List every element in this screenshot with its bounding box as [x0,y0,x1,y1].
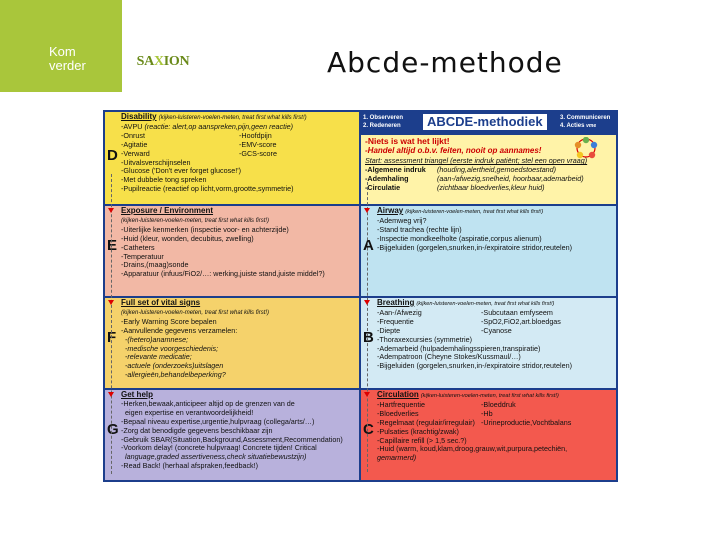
tagline-line2: verder [49,58,86,73]
list-item: -Catheters [121,242,155,252]
breathing-panel [361,298,618,388]
banner-step4: 4. Acties [560,123,585,129]
list-item: -Cyanose [481,325,512,335]
list-item: -Pulsaties (krachtig/zwak) [377,426,459,436]
ring-node-a [583,137,589,143]
letter-a: A [363,237,374,254]
list-item: -Urineproductie,Vochtbalans [481,417,572,427]
list-item: -Regelmaat (regulair/irregulair) [377,417,475,427]
disability-title: Disability [121,112,157,121]
saxion-logo [122,31,204,92]
arrow-down-icon [364,208,370,213]
banner-title: ABCDE-methodiek [423,114,547,130]
letter-b: B [363,329,374,346]
list-item: -actuele (onderzoeks)uitslagen [125,361,224,371]
arrow-down-icon [108,392,114,397]
ring-node-b [591,142,597,148]
list-item: -Read Back! (herhaal afspraken,feedback!) [121,461,259,471]
arrow-down-icon [364,300,370,305]
list-item: -Herken,bewaak,anticipeer altijd op de grenzen van de [121,398,295,408]
list-item: -Hoofdpijn [239,130,272,140]
list-item: -Voorkom delay! (concrete hulpvraag! Concrete tijden! Critical [121,443,317,453]
circulation-title: Circulation [377,390,419,399]
list-item: -Bijgeluiden (gorgelen,snurken,in-/expiratoire stridor,reutelen) [377,242,572,252]
abcde-figure [103,110,618,482]
list-item: (houding,alertheid,gemoedstoestand) [437,164,557,174]
tagline [49,45,86,73]
letter-c: C [363,421,374,438]
flow-line-right [367,182,368,472]
list-item: -Algemene indruk [365,164,426,174]
list-item: -Capillaire refill (> 1,5 sec.?) [377,435,467,445]
list-item: -Inspectie mondkeelholte (aspiratie,corpus alienum) [377,233,542,243]
arrow-down-icon [108,300,114,305]
breathing-title: Breathing [377,298,415,307]
slide-title: Abcde-methode [327,46,563,79]
list-item: -Uitvalsverschijnselen [121,157,191,167]
banner-step2: 2. Redeneren [363,123,401,129]
list-item: (zichtbaar bloedverlies,kleur huid) [437,182,545,192]
airway-title: Airway [377,206,404,215]
list-item: -Agitatie [121,139,148,149]
list-item: (aan-/afwezig,snelheid, hoorbaar,ademarbeid) [437,173,584,183]
list-item: -Adempatroon (Cheyne Stokes/Kussmaul/…) [377,352,521,362]
disability-panel [105,112,359,204]
list-item: -Temperatuur [121,251,164,261]
flow-line-left [111,174,112,474]
ring-node-e [575,142,581,148]
list-item: -Bloedverlies [377,408,419,418]
list-item: -Hb [481,408,493,418]
banner-credit: vme [586,123,597,129]
airway-panel [361,206,618,296]
list-item: -Pupilreactie (reactief op licht,vorm,grootte,symmetrie) [121,184,294,194]
breathing-subtitle: (kijken-luisteren-voelen-meten, treat first what kills first!) [416,301,555,307]
list-item: -Circulatie [365,182,401,192]
list-item: -Hartfrequentie [377,399,425,409]
list-item: -Aan-/Afwezig [377,307,422,317]
list-item: -Uiterlijke kenmerken (inspectie voor- en achterzijde) [121,224,289,234]
list-item: -Bepaal niveau expertise,urgentie,hulpvraag (collega/arts/…) [121,416,315,426]
airway-subtitle: (kijken-luisteren-voelen-meten, treat first what kills first!) [405,209,544,215]
list-item: -Bloeddruk [481,399,516,409]
list-item: -Gebruik SBAR(Situation,Background,Assessment,Recommendation) [121,434,343,444]
gethelp-title: Get help [121,390,154,399]
avpu: -AVPU [121,121,143,131]
intro-warning-2: -Handel altijd o.b.v. feiten, nooit op aannames! [365,146,542,155]
list-item: -Drains,(maag)sonde [121,260,189,270]
brand-bar [0,0,122,92]
list-item: -Aanvullende gegevens verzamelen: [121,325,238,335]
vitals-panel [105,298,359,388]
list-item: -Ademarbeid (hulpademhalingsspieren,transpiratie) [377,343,541,353]
exposure-panel [105,206,359,296]
intro-start: Start: assessment triangel (eerste indruk patiënt; stel een open vraag) [365,156,588,165]
banner-step3: 3. Communiceren [560,115,611,121]
list-item: -Zorg dat benodigde gegevens beschikbaar zijn [121,425,273,435]
exposure-subtitle: (kijken-luisteren-voelen-meten, treat first what kills first!) [121,217,270,224]
exposure-title: Exposure / Environment [121,206,214,215]
list-item: gemarmerd) [377,453,417,463]
banner [361,112,618,134]
list-item: -Thoraxexcursies (symmetrie) [377,334,473,344]
disability-subtitle: (kijken-luisteren-voelen-meten, treat first what kills first!) [158,115,307,121]
list-item: -Early Warning Score bepalen [121,316,217,326]
list-item: -Huid (kleur, wonden, decubitus, zwelling) [121,233,254,243]
circulation-panel [361,390,618,482]
list-item: language,graded assertiveness,check situatiebewustzijn) [125,452,307,462]
list-item: -Ademhaling [365,173,409,183]
intro-panel [361,135,618,204]
letter-d: D [107,147,118,164]
list-item: -SpO2,FiO2,art.bloedgas [481,316,561,326]
intro-warning-1: -Niets is wat het lijkt! [365,136,450,146]
list-item: -Frequentie [377,316,414,326]
list-item: -Ademweg vrij? [377,215,427,225]
vitals-title: Full set of vital signs [121,298,201,307]
list-item: eigen expertise en verantwoordelijkheid! [125,407,254,417]
list-item: -Verward [121,148,150,158]
gethelp-panel [105,390,359,482]
arrow-down-icon [108,208,114,213]
circulation-subtitle: (kijken-luisteren-voelen-meten, treat first what kills first!) [420,393,559,399]
list-item: -Glucose ('Don't ever forget glucose!') [121,166,241,176]
list-item: -EMV-score [239,139,277,149]
list-item: -Diepte [377,325,401,335]
arrow-down-icon [364,392,370,397]
logo-text: SAXION [136,53,190,69]
list-item: -Stand trachea (rechte lijn) [377,224,462,234]
tagline-line1: Kom [49,44,76,59]
letter-g: G [107,421,119,438]
list-item: -Huid (warm, koud,klam,droog,grauw,wit,purpura,petechiën, [377,444,568,454]
list-item: -medische voorgeschiedenis; [125,343,219,353]
list-item: -relevante medicatie; [125,352,192,362]
list-item: -(hetero)anamnese; [125,334,189,344]
list-item: -GCS-score [239,148,277,158]
letter-f: F [107,329,117,346]
list-item: -Onrust [121,130,145,140]
vitals-subtitle: (kijken-luisteren-voelen-meten, treat first what kills first!) [121,309,270,316]
list-item: -Apparatuur (infuus/FiO2/…: werking,juiste stand,juiste middel?) [121,269,325,279]
list-item: -Met dubbele tong spreken [121,175,207,185]
avpu-note: (reactie: alert,op aanspreken,pijn,geen reactie) [144,121,294,131]
banner-step1: 1. Observeren [363,115,404,121]
list-item: -allergieën,behandelbeperking? [125,370,226,380]
list-item: -Bijgeluiden (gorgelen,snurken,in-/expiratoire stridor,reutelen) [377,361,572,371]
list-item: -Subcutaan emfyseem [481,307,553,317]
letter-e: E [107,237,118,254]
